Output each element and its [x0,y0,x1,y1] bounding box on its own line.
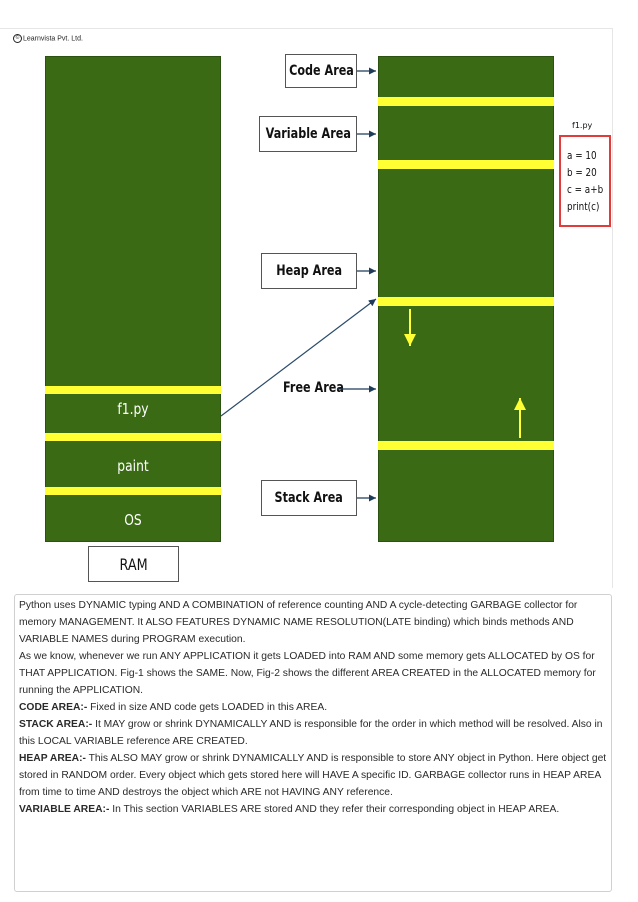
definition-term: STACK AREA:- [19,719,93,730]
code-area-definition [19,699,607,716]
copyright-icon: © [13,34,22,43]
allocation-paragraph: As we know, whenever we run ANY APPLICATION it gets LOADED into RAM AND some memory gets ALLOCATED by OS for THAT APPLICATION. Fig-1 shows the SAME. Now, Fig-2 shows the different AREA CREATED in the ALLOCATED memory for running the APPLICATION. [19,651,596,696]
definition-text: This ALSO MAY grow or shrink DYNAMICALLY AND is responsible to store ANY object in Python. Here object get stored in RANDOM order. Every object which gets stored here will HAVE A specific ID. GARBAGE collector runs in HEAP AREA from time to time AND destroys the object which ARE not HAVING ANY reference. [19,753,607,798]
ram-label-box: RAM [88,546,179,582]
description-panel [14,594,612,892]
f1py-to-memory-arrow [221,299,376,416]
code-area-label: Code Area [285,54,357,88]
definition-text: In This section VARIABLES ARE stored AND they refer their corresponding object in HEAP AREA. [109,804,560,815]
stack-area-label: Stack Area [261,480,357,516]
variable-area-label: Variable Area [259,116,357,152]
definition-term: VARIABLE AREA:- [19,804,110,815]
code-line: print(c) [567,200,600,213]
copyright-notice: © Learnvista Pvt. Ltd. [13,34,83,43]
code-line: a = 10 [567,149,597,162]
ram-block-f1py: f1.py [117,400,149,418]
definition-term: HEAP AREA:- [19,753,86,764]
definition-text: It MAY grow or shrink DYNAMICALLY AND is responsible for the order in which method will be resolved. Also in this LOCAL VARIABLE reference ARE CREATED. [19,719,603,747]
code-line: c = a+b [567,183,604,196]
stack-area-definition [19,716,607,750]
code-line: b = 20 [567,166,597,179]
code-file-box [559,135,611,227]
heap-area-definition [19,750,607,801]
definition-text: Fixed in size AND code gets LOADED in this AREA. [87,702,328,713]
ram-block-os: OS [124,511,142,529]
free-area-label: Free Area [283,380,344,396]
heap-area-label: Heap Area [261,253,357,289]
definition-term: CODE AREA:- [19,702,88,713]
code-file-name: f1.py [572,121,593,130]
variable-area-definition [19,801,607,818]
intro-paragraph: Python uses DYNAMIC typing AND A COMBINATION of reference counting AND A cycle-detecting GARBAGE collector for memory MANAGEMENT. It ALSO FEATURES DYNAMIC NAME RESOLUTION(LATE binding) which binds methods AND VARIABLE NAMES during PROGRAM execution. [19,600,578,645]
ram-block-paint: paint [117,457,149,475]
